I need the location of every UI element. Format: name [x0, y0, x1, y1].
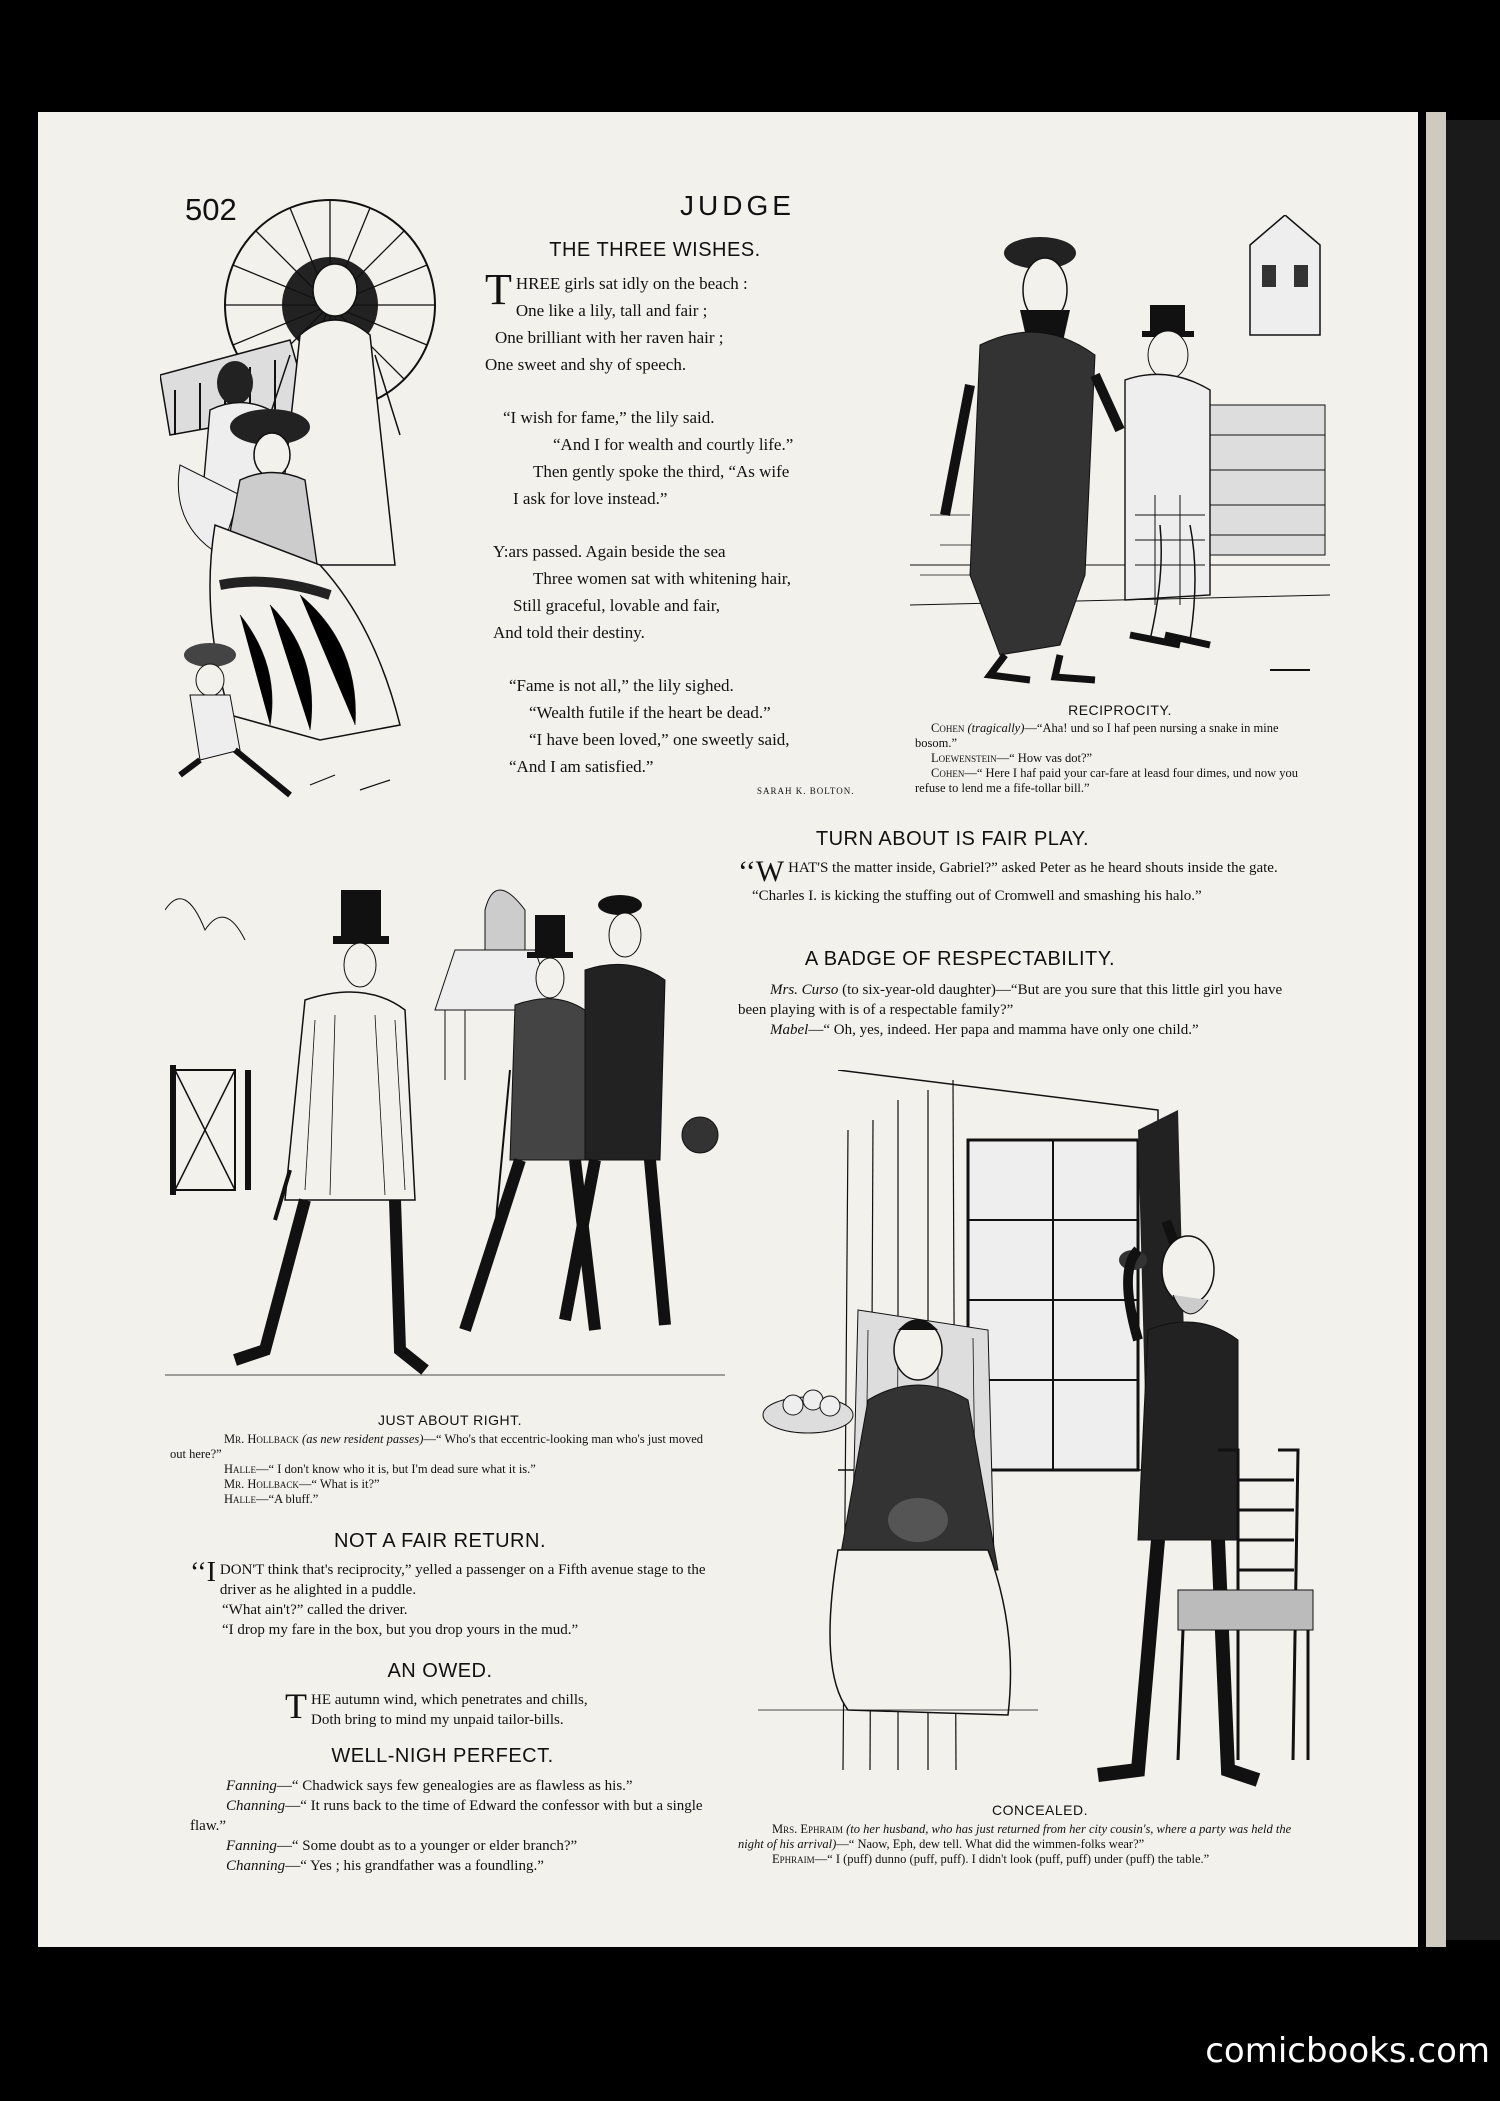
well-nigh-perfect-text [190, 1776, 715, 1876]
speaker-name: Fanning [226, 1838, 277, 1854]
watermark: comicbooks.com [1205, 2031, 1490, 2071]
dialogue-text: —“ What is it?” [298, 1477, 380, 1491]
speaker-name: Mr. Hollback [224, 1432, 299, 1446]
speaker-name: Fanning [226, 1778, 277, 1794]
dialogue-text: —“ How vas dot?” [996, 751, 1093, 765]
dialogue-text: —“ I don't know who it is, but I'm dead sure what it is.” [256, 1462, 536, 1476]
reciprocity-illustration [910, 215, 1330, 690]
reciprocity-caption [915, 721, 1310, 796]
poem-line: One sweet and shy of speech. [485, 355, 687, 374]
poem-line: Three women sat with whitening hair, [533, 569, 792, 588]
not-fair-title: NOT A FAIR RETURN. [334, 1530, 546, 1552]
stage-direction: (to her husband, who has just returned from her city cousin's, where a party was held the night of his arrival) [738, 1822, 1292, 1851]
poem-line: Then gently spoke the third, “As wife [533, 462, 790, 481]
just-about-right-caption-title: JUST ABOUT RIGHT. [377, 1412, 523, 1428]
facing-page-edge [1446, 120, 1500, 1940]
page-number: 502 [185, 192, 237, 227]
drop-cap: ‘‘I [190, 1557, 216, 1588]
fair-play-text [738, 855, 1313, 906]
verse-line: Doth bring to mind my unpaid tailor-bills. [311, 1712, 564, 1728]
speaker-name: Mr. Hollback [224, 1477, 299, 1491]
not-fair-text [190, 1557, 715, 1640]
running-head: JUDGE [680, 190, 795, 221]
drop-cap: T [485, 265, 512, 314]
speaker-name: Cohen [931, 766, 965, 780]
an-owed-verse [285, 1686, 685, 1730]
speaker-name: Halle [224, 1462, 257, 1476]
respectability-title: A BADGE OF RESPECTABILITY. [804, 948, 1116, 970]
concealed-caption-title: CONCEALED. [991, 1802, 1089, 1818]
dialogue-text: —“ It runs back to the time of Edward the confessor with but a single flaw.” [190, 1798, 703, 1834]
dialogue-text: —“ Some doubt as to a younger or elder branch?” [276, 1838, 578, 1854]
dialogue-text: —“ Chadwick says few genealogies are as flawless as his.” [276, 1778, 633, 1794]
speaker-name: Mabel [770, 1022, 809, 1038]
page-edge [1426, 112, 1446, 1947]
poem-author: SARAH K. BOLTON. [757, 786, 855, 796]
speaker-name: Halle [224, 1492, 257, 1506]
poem-line: “And I am satisfied.” [509, 757, 654, 776]
paragraph: “I drop my fare in the box, but you drop yours in the mud.” [222, 1622, 579, 1638]
just-about-right-illustration [165, 870, 725, 1400]
stage-direction: (tragically) [967, 721, 1025, 735]
poem-line: I ask for love instead.” [513, 489, 668, 508]
three-wishes-title: THE THREE WISHES. [549, 239, 761, 261]
stage-direction: (as new resident passes) [302, 1432, 424, 1446]
speaker-name: Mrs. Curso [770, 982, 839, 998]
three-wishes-poem [485, 265, 885, 780]
dialogue-text: —“ Yes ; his grandfather was a foundling.” [285, 1858, 544, 1874]
reciprocity-caption-title: RECIPROCITY. [1068, 702, 1172, 718]
poem-line: One brilliant with her raven hair ; [495, 328, 724, 347]
just-about-right-caption [170, 1432, 715, 1507]
dialogue-text: —“ I (puff) dunno (puff, puff). I didn't look (puff, puff) under (puff) the table.” [814, 1852, 1210, 1866]
paragraph: “Charles I. is kicking the stuffing out of Cromwell and smashing his halo.” [752, 888, 1202, 904]
well-nigh-perfect-title: WELL-NIGH PERFECT. [331, 1745, 554, 1767]
an-owed-title: AN OWED. [387, 1660, 493, 1682]
respectability-text [738, 980, 1313, 1040]
poem-line: And told their destiny. [493, 623, 645, 642]
poem-line: “Wealth futile if the heart be dead.” [529, 703, 771, 722]
drop-cap: ‘‘W [738, 855, 785, 888]
speaker-name: Channing [226, 1798, 286, 1814]
drop-cap: T [285, 1686, 307, 1726]
dialogue-text: —“A bluff.” [256, 1492, 319, 1506]
speaker-name: Mrs. Ephraim [772, 1822, 844, 1836]
poem-line: Still graceful, lovable and fair, [513, 596, 721, 615]
verse-line: HE autumn wind, which penetrates and chills, [311, 1692, 588, 1708]
dialogue-text: —“ Here I haf paid your car-fare at leasd four dimes, und now you refuse to lend me a fife-tollar bill.” [915, 766, 1298, 795]
dialogue-text: —“Aha! und so I haf peen nursing a snake in mine bosom.” [915, 721, 1279, 750]
poem-line: “I have been loved,” one sweetly said, [529, 730, 790, 749]
speaker-name: Loewenstein [931, 751, 997, 765]
poem-line: “And I for wealth and courtly life.” [553, 435, 794, 454]
fair-play-title: TURN ABOUT IS FAIR PLAY. [815, 828, 1090, 850]
dialogue-text: —“ Oh, yes, indeed. Her papa and mamma have only one child.” [808, 1022, 1199, 1038]
poem-line: “I wish for fame,” the lily said. [503, 408, 715, 427]
paragraph: “What ain't?” called the driver. [222, 1602, 408, 1618]
paragraph: HAT'S the matter inside, Gabriel?” asked Peter as he heard shouts inside the gate. [788, 860, 1278, 876]
speaker-name: Cohen [931, 721, 965, 735]
dialogue-text: (to six-year-old daughter)—“But are you sure that this little girl you have been playing with is of a respectable family?” [738, 982, 1283, 1018]
poem-line: “Fame is not all,” the lily sighed. [509, 676, 734, 695]
dialogue-text: —“ Naow, Eph, dew tell. What did the wimmen-folks wear?” [836, 1837, 1145, 1851]
speaker-name: Channing [226, 1858, 286, 1874]
paragraph: DON'T think that's reciprocity,” yelled a passenger on a Fifth avenue stage to the driver as he alighted in a puddle. [219, 1562, 706, 1598]
three-wishes-illustration [160, 195, 495, 835]
dialogue-text: —“ Who's that eccentric-looking man who's just moved out here?” [170, 1432, 703, 1461]
speaker-name: Ephraim [772, 1852, 815, 1866]
concealed-illustration [738, 1070, 1318, 1790]
poem-line: One like a lily, tall and fair ; [515, 301, 708, 320]
concealed-caption [738, 1822, 1318, 1867]
poem-line: Y:ars passed. Again beside the sea [493, 542, 726, 561]
poem-line: HREE girls sat idly on the beach : [515, 274, 748, 293]
